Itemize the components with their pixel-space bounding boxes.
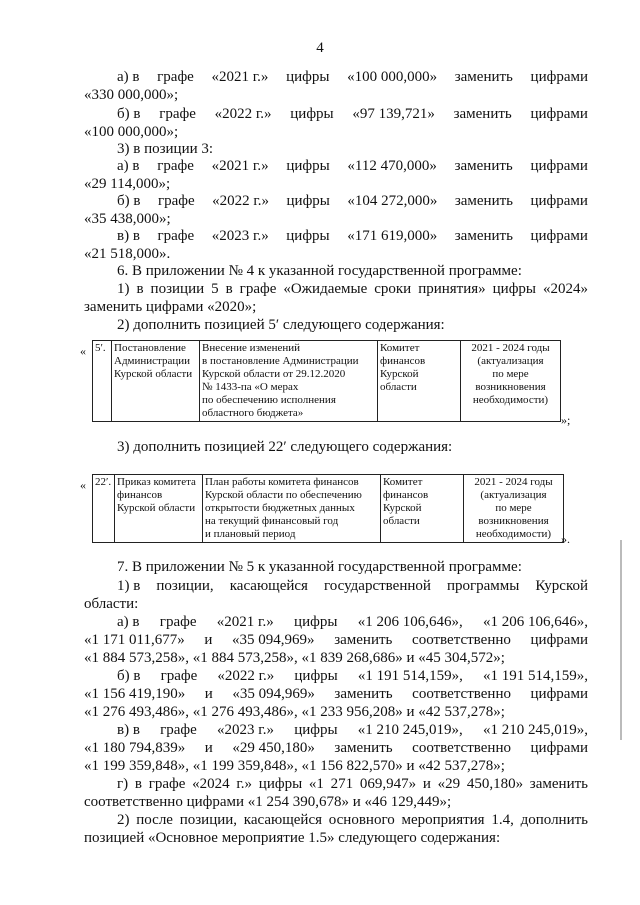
word: заменить: [334, 740, 393, 756]
word: 1) в: [117, 578, 141, 594]
scan-margin-line: [620, 540, 622, 740]
open-quote: «: [80, 478, 86, 492]
text-line: 1) в позиции 5 в графе «Ожидаемые сроки принятия» цифры «2024»: [117, 281, 588, 297]
cell-line: финансов: [383, 489, 429, 501]
word: б) в: [117, 668, 141, 684]
text-line: соответственно цифрами «1 254 390,678» и «46 129,449»;: [84, 794, 452, 810]
word: «2023 г.»: [211, 228, 269, 244]
word: а) в: [117, 614, 140, 630]
cell-line: № 1433-па «О мерах: [202, 381, 299, 393]
responsible-cell: [381, 475, 464, 543]
word: и: [204, 632, 213, 648]
responsible-cell: [378, 341, 461, 422]
word: цифрами: [530, 686, 588, 702]
cell-line: План работы комитета финансов: [205, 476, 359, 488]
text-line: «21 518,000».: [84, 246, 171, 262]
word: «1 206 106,646»,: [483, 614, 588, 630]
text-line: «330 000,000»;: [84, 87, 179, 103]
cell-line: области: [380, 381, 417, 393]
position-number: 22′.: [93, 475, 115, 543]
section-heading: 6. В приложении № 4 к указанной государственной программе:: [117, 263, 522, 279]
cell-line: на текущий финансовый год: [205, 515, 339, 527]
word: цифры: [286, 69, 330, 85]
position-number: 5′.: [93, 341, 112, 422]
word: заменить: [334, 632, 393, 648]
word: графе: [157, 228, 195, 244]
word: графе: [157, 193, 195, 209]
cell-line: областного бюджета»: [202, 407, 304, 419]
cell-line: Приказ комитета: [117, 476, 196, 488]
word: заменить: [453, 106, 512, 122]
word: «104 272,000»: [347, 193, 438, 209]
word: «171 619,000»: [347, 228, 438, 244]
text-line: «29 114,000»;: [84, 176, 171, 192]
word: графе: [160, 668, 198, 684]
cell-line: по мере: [492, 368, 529, 380]
cell-line: Внесение изменений: [202, 342, 301, 354]
word: «2022 г.»: [217, 668, 275, 684]
section-heading: 7. В приложении № 5 к указанной государственной программе:: [117, 559, 522, 575]
cell-line: возникновения: [478, 515, 549, 527]
word: цифрами: [530, 193, 588, 209]
cell-line: Курской области: [114, 368, 193, 380]
justified-line: [117, 667, 588, 685]
page-number: 4: [316, 40, 324, 56]
justified-line: [117, 68, 588, 86]
cell-line: и плановый период: [205, 528, 296, 540]
word: заменить: [454, 228, 513, 244]
cell-line: Администрации: [114, 355, 191, 367]
word: графе: [159, 106, 196, 122]
table-row: [93, 475, 564, 543]
word: заменить: [334, 686, 393, 702]
justified-line: [84, 631, 588, 649]
word: графе: [160, 722, 197, 738]
word: цифры: [286, 228, 330, 244]
word: цифры: [286, 158, 330, 174]
word: цифрами: [530, 228, 588, 244]
word: заменить: [454, 69, 513, 85]
word: соответственно: [412, 632, 511, 648]
word: «1 210 245,019»,: [482, 722, 588, 738]
cell-line: (актуализация: [480, 489, 547, 501]
close-mark: »;: [561, 413, 571, 427]
text-line: 3) дополнить позицией 22′ следующего содержания:: [117, 439, 453, 455]
justified-line: [117, 577, 588, 595]
text-line: «1 884 573,258», «1 884 573,258», «1 839 268,686» и «45 304,572»;: [84, 650, 505, 666]
cell-line: в постановление Администрации: [202, 355, 359, 367]
word: цифрами: [530, 632, 588, 648]
text-line: «100 000,000»;: [84, 124, 179, 140]
deadline-cell: [464, 475, 564, 543]
word: «100 000,000»: [347, 69, 438, 85]
word: «29 450,180»: [232, 740, 315, 756]
text-line: 3) в позиции 3:: [117, 141, 214, 157]
word: цифрами: [530, 106, 588, 122]
word: а) в: [117, 69, 140, 85]
word: и: [204, 686, 213, 702]
word: позиции,: [156, 578, 214, 594]
word: заменить: [454, 193, 514, 209]
text-line: заменить цифрами «2020»;: [84, 299, 257, 315]
word: графе: [157, 158, 194, 174]
cell-line: по обеспечению исполнения: [202, 394, 336, 406]
cell-line: открытости бюджетных данных: [205, 502, 355, 514]
word: касающейся: [229, 578, 308, 594]
word: в) в: [117, 722, 140, 738]
word: графе: [157, 69, 194, 85]
text-line: позицией «Основное мероприятие 1.5» следующего содержания:: [84, 830, 501, 846]
document-type-cell: [112, 341, 200, 422]
cell-line: Курской: [380, 368, 419, 380]
cell-line: Курской области: [117, 502, 196, 514]
close-mark: ».: [561, 532, 570, 546]
word: а) в: [117, 158, 140, 174]
word: «1 206 106,646»,: [357, 614, 463, 630]
word: б) в: [117, 106, 141, 122]
word: цифры: [294, 668, 338, 684]
word: «2023 г.»: [217, 722, 274, 738]
word: «1 210 245,019»,: [357, 722, 463, 738]
deadline-cell: [461, 341, 561, 422]
word: заменить: [454, 158, 513, 174]
justified-line: [117, 721, 588, 739]
justified-line: [117, 105, 588, 123]
word: «2022 г.»: [214, 106, 272, 122]
text-line: «1 276 493,486», «1 276 493,486», «1 233 956,208» и «42 537,278»;: [84, 704, 505, 720]
word: «2021 г.»: [211, 69, 269, 85]
justified-line: [117, 192, 588, 210]
cell-line: необходимости): [472, 394, 549, 406]
word: государственной: [324, 578, 431, 594]
word: цифры: [294, 722, 338, 738]
word: «112 470,000»: [347, 158, 437, 174]
word: «2021 г.»: [216, 614, 274, 630]
word: «1 191 514,159»,: [482, 668, 588, 684]
word: «1 156 419,190»: [84, 686, 186, 702]
text-line: «1 199 359,848», «1 199 359,848», «1 156 822,570» и «42 537,278»;: [84, 758, 505, 774]
justified-line: [84, 739, 588, 757]
cell-line: по мере: [495, 502, 532, 514]
word: цифрами: [530, 740, 588, 756]
word: «35 094,969»: [232, 686, 315, 702]
cell-line: Курской: [383, 502, 422, 514]
cell-line: (актуализация: [477, 355, 544, 367]
word: «2022 г.»: [212, 193, 270, 209]
word: цифры: [294, 614, 338, 630]
word: «1 171 011,677»: [84, 632, 185, 648]
justified-line: [117, 227, 588, 245]
cell-line: области: [383, 515, 420, 527]
word: цифрами: [530, 158, 588, 174]
cell-line: необходимости): [475, 528, 552, 540]
cell-line: 2021 - 2024 годы: [471, 342, 550, 354]
position-table-5prime: [92, 340, 561, 422]
justified-line: [84, 685, 588, 703]
open-quote: «: [80, 344, 86, 358]
word: «1 180 794,839»: [84, 740, 186, 756]
cell-line: Курской области от 29.12.2020: [202, 368, 346, 380]
justified-line: [117, 157, 588, 175]
word: цифрами: [530, 69, 588, 85]
word: графе: [159, 614, 197, 630]
cell-line: Курской области по обеспечению: [205, 489, 362, 501]
word: цифры: [290, 106, 334, 122]
table-row: [93, 341, 561, 422]
text-line: «35 438,000»;: [84, 211, 171, 227]
word: программы: [446, 578, 520, 594]
document-type-cell: [115, 475, 203, 543]
text-line: г) в графе «2024 г.» цифры «1 271 069,947» и «29 450,180» заменить: [117, 776, 588, 792]
document-title-cell: [203, 475, 381, 543]
word: соответственно: [412, 740, 511, 756]
text-line: 2) после позиции, касающейся основного мероприятия 1.4, дополнить: [117, 812, 588, 828]
word: «1 191 514,159»,: [357, 668, 463, 684]
document-title-cell: [200, 341, 378, 422]
text-line: 2) дополнить позицией 5′ следующего содержания:: [117, 317, 445, 333]
word: б) в: [117, 193, 141, 209]
word: цифры: [286, 193, 330, 209]
word: Курской: [535, 578, 588, 594]
word: и: [204, 740, 213, 756]
cell-line: Комитет: [380, 342, 420, 354]
cell-line: возникновения: [475, 381, 546, 393]
cell-line: финансов: [117, 489, 163, 501]
cell-line: Комитет: [383, 476, 423, 488]
word: «97 139,721»: [352, 106, 435, 122]
word: «35 094,969»: [232, 632, 315, 648]
text-line: области:: [84, 596, 139, 612]
cell-line: Постановление: [114, 342, 186, 354]
cell-line: 2021 - 2024 годы: [474, 476, 553, 488]
cell-line: финансов: [380, 355, 426, 367]
word: «2021 г.»: [211, 158, 269, 174]
justified-line: [117, 613, 588, 631]
position-table-22prime: [92, 474, 564, 543]
word: соответственно: [412, 686, 511, 702]
word: в) в: [117, 228, 140, 244]
